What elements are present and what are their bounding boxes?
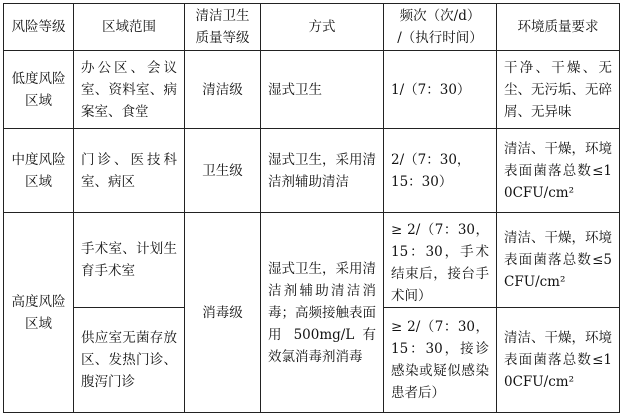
low-risk-level: 低度风险 区域 — [4, 51, 74, 129]
low-grade: 清洁级 — [185, 51, 261, 129]
row-low-risk — [4, 51, 620, 129]
high-a-frequency: ≥ 2/（7：30，15：30，手术结束后，接台手术间） — [384, 213, 497, 308]
header-method: 方式 — [261, 4, 384, 51]
low-method: 湿式卫生 — [261, 51, 384, 129]
medium-grade: 卫生级 — [185, 129, 261, 213]
low-area: 办公区、会议室、资料室、病案室、食堂 — [74, 51, 185, 129]
high-a-area: 手术室、计划生育手术室 — [74, 213, 185, 308]
header-frequency: 频次（次/d） /（执行时间） — [384, 4, 497, 51]
high-risk-level: 高度风险 区域 — [4, 213, 74, 413]
header-row — [4, 4, 620, 51]
medium-method: 湿式卫生，采用清洁剂辅助清洁 — [261, 129, 384, 213]
high-b-frequency: ≥ 2/（7：30，15：30，接诊感染或疑似感染患者后） — [384, 308, 497, 413]
medium-requirement: 清洁、干燥，环境表面菌落总数≤10CFU/cm² — [497, 129, 620, 213]
header-requirement: 环境质量要求 — [497, 4, 620, 51]
low-frequency: 1/（7：30） — [384, 51, 497, 129]
row-high-risk-a — [4, 213, 620, 308]
high-grade: 消毒级 — [185, 213, 261, 413]
medium-risk-level: 中度风险 区域 — [4, 129, 74, 213]
low-requirement: 干净、干燥、无尘、无污垢、无碎屑、无异味 — [497, 51, 620, 129]
header-area: 区域范围 — [74, 4, 185, 51]
row-medium-risk — [4, 129, 620, 213]
high-b-requirement: 清洁、干燥，环境表面菌落总数≤10CFU/cm² — [497, 308, 620, 413]
header-risk-level: 风险等级 — [4, 4, 74, 51]
medium-frequency: 2/（7：30， 15：30） — [384, 129, 497, 213]
high-method: 湿式卫生，采用清洁剂辅助清洁消毒；高频接触表面用 500mg/L 有效氯消毒剂消毒 — [261, 213, 384, 413]
high-a-requirement: 清洁、干燥，环境表面菌落总数≤5CFU/cm² — [497, 213, 620, 308]
medium-area: 门诊、医技科室、病区 — [74, 129, 185, 213]
cleaning-standards-table — [3, 3, 620, 413]
high-b-area: 供应室无菌存放区、发热门诊、腹泻门诊 — [74, 308, 185, 413]
header-grade: 清洁卫生 质量等级 — [185, 4, 261, 51]
